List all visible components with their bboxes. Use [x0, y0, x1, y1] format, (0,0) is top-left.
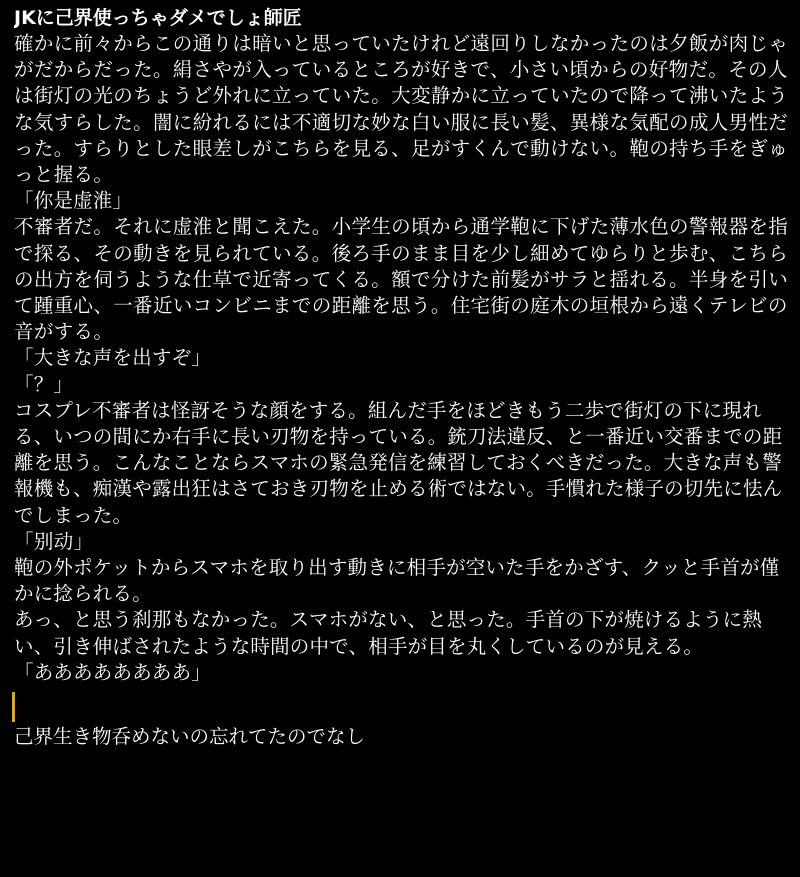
- dialogue-line[interactable]: 「你是虚淮」: [14, 189, 133, 213]
- paragraph[interactable]: 鞄の外ポケットからスマホを取り出す動きに相手が空いた手をかざす、クッと手首が僅かに捻られる。: [14, 556, 780, 606]
- paragraph[interactable]: 確かに前々からこの通りは暗いと思っていたけれど遠回りしなかったのは夕飯が肉じゃがだからだった。絹さやが入っているところが好きで、小さい頃からの好物だ。その人は街灯の光のちょうど外れに立っていた。大変静かに立っていたので降って沸いたような気すらした。闇に紛れるには不適切な妙な白い服に長い髪、異様な気配の成人男性だった。すらりとした眼差しがこちらを見る、足がすくんで動けない。鞄の持ち手をぎゅっと握る。: [14, 32, 789, 187]
- note-editor[interactable]: [14, 5, 794, 750]
- note-title[interactable]: JKに己界使っちゃダメでしょ師匠: [14, 7, 302, 29]
- paragraph[interactable]: コスプレ不審者は怪訝そうな顔をする。組んだ手をほどきもう二歩で街灯の下に現れる、いつの間にか右手に長い刃物を持っている。銃刀法違反、と一番近い交番までの距離を思う。こんなことならスマホの緊急発信を練習しておくべきだった。大きな声も警報機も、痴漢や露出狂はさておき刃物を止める術ではない。手慣れた様子の切先に怯んでしまった。: [14, 398, 783, 527]
- text-cursor: [12, 692, 15, 722]
- paragraph[interactable]: あっ、と思う刹那もなかった。スマホがない、と思った。手首の下が焼けるように熱い、引き伸ばされたような時間の中で、相手が目を丸くしているのが見える。: [14, 608, 763, 658]
- empty-line[interactable]: [14, 686, 794, 724]
- dialogue-line[interactable]: 「大きな声を出すぞ」: [14, 346, 212, 370]
- dialogue-line[interactable]: 「？」: [14, 372, 74, 396]
- dialogue-line[interactable]: 「ああああああああ」: [14, 660, 212, 684]
- footer-note[interactable]: 己界生き物呑めないの忘れてたのでなし: [14, 725, 366, 749]
- dialogue-line[interactable]: 「别动」: [14, 529, 94, 553]
- paragraph[interactable]: 不審者だ。それに虚淮と聞こえた。小学生の頃から通学鞄に下げた薄水色の警報器を指で探る、その動きを見られている。後ろ手のまま目を少し細めてゆらりと歩む、こちらの出方を伺うような仕草で近寄ってくる。額で分けた前髪がサラと揺れる。半身を引いて踵重心、一番近いコンビニまでの距離を思う。住宅街の庭木の垣根から遠くテレビの音がする。: [14, 215, 789, 344]
